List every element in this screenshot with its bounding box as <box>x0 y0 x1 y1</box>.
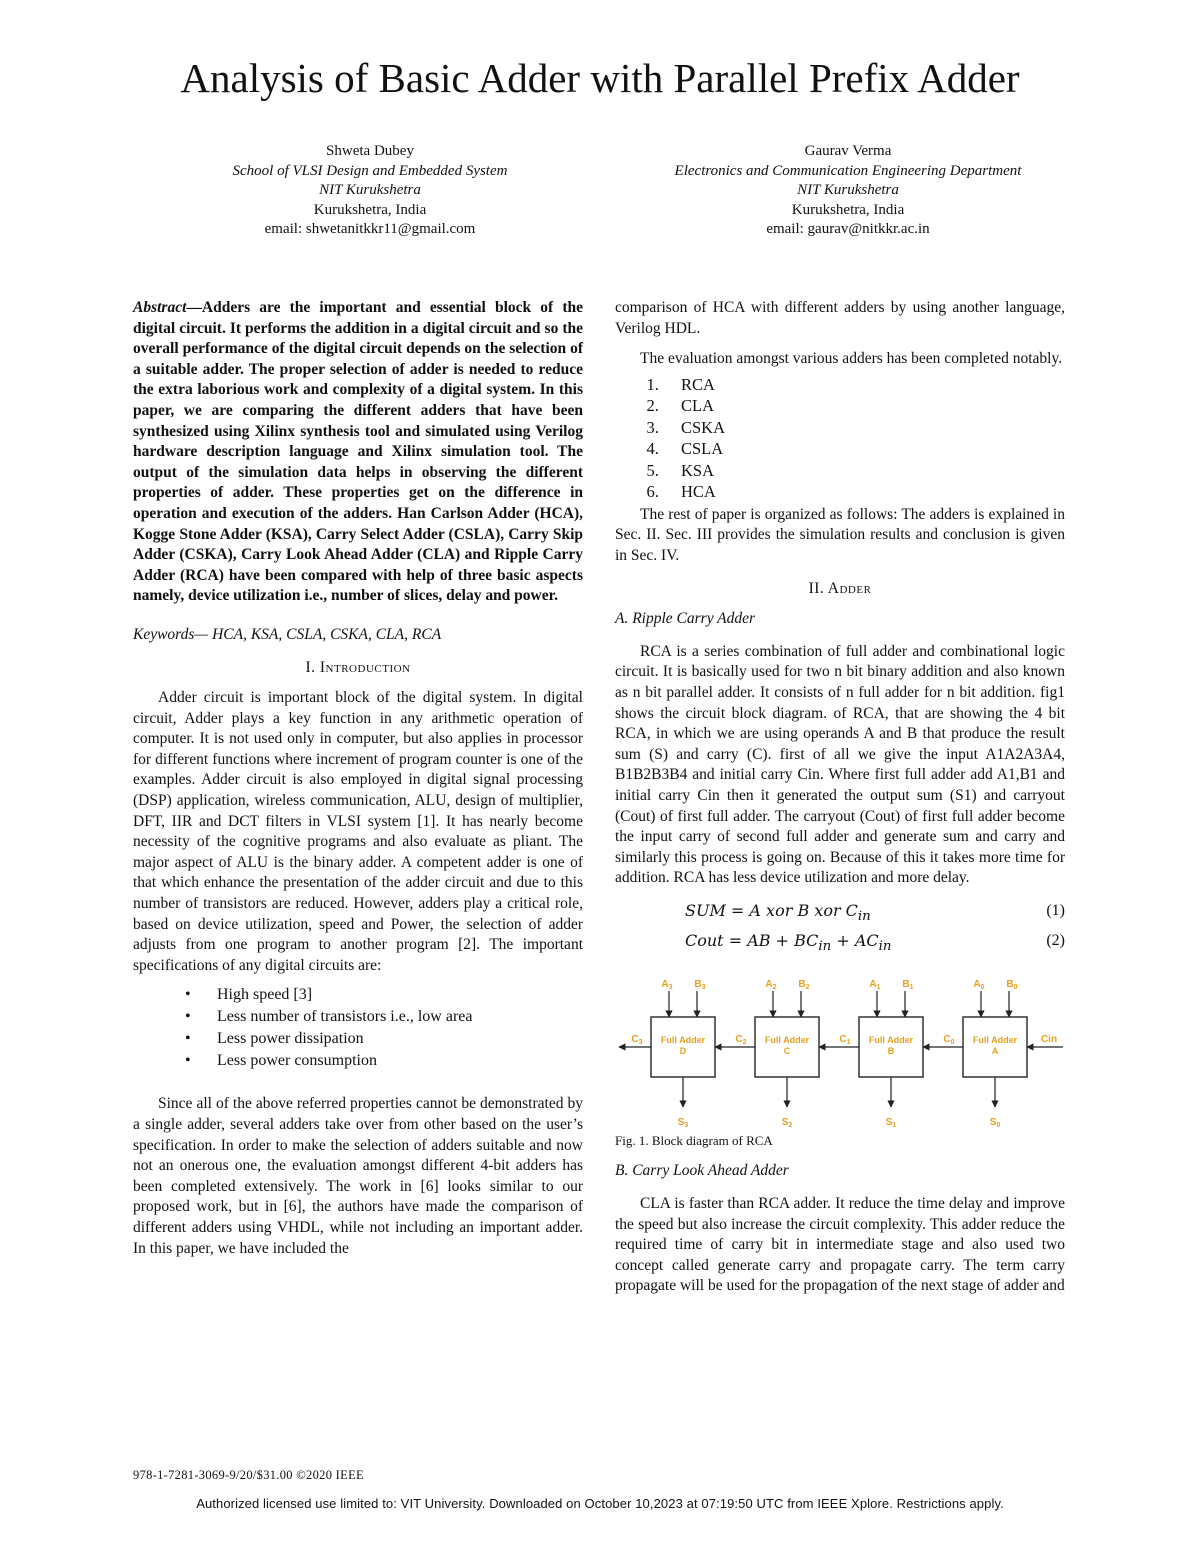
carry-label: $C_0$ <box>943 1033 955 1046</box>
full-adder-letter: D <box>679 1045 687 1056</box>
intro-paragraph-2-continued: comparison of HCA with different adders by using another language, Verilog HDL. <box>615 299 1065 337</box>
author-affiliation: School of VLSI Design and Embedded System <box>232 162 508 179</box>
author-institution: NIT Kurukshetra <box>797 182 899 198</box>
keywords: Keywords— HCA, KSA, CSLA, CSKA, CLA, RCA <box>133 625 442 643</box>
author-email: email: shwetanitkkr11@gmail.com <box>264 221 476 237</box>
subsection-heading-cla: B. Carry Look Ahead Adder <box>615 1162 789 1180</box>
input-a-label: $A_2$ <box>765 978 777 991</box>
author-location: Kurukshetra, India <box>791 201 905 218</box>
right-column <box>615 298 1065 1297</box>
author-name: Gaurav Verma <box>804 143 892 159</box>
list-item: • Less number of transistors i.e., low area <box>185 1008 473 1026</box>
author-block-2 <box>588 142 1108 240</box>
subsection-heading-rca: A. Ripple Carry Adder <box>615 610 756 628</box>
input-b-label: $B_2$ <box>798 978 810 991</box>
list-item: 3. CSKA <box>663 417 1065 439</box>
intro-paragraph-1: Adder circuit is important block of the digital system. In digital circuit, Adder plays a key function in any arithmetic operation of computer. It is not used only in computer, but also applies in processor for different functions where increment of program counter is one of the examples. Adder circuit is also employed in digital signal processing (DSP) application, wireless communication, ALU, design of multiplier, DFT, IIR and DCT filters in VLSI system [1]. It has nearly become necessity of the cognitive programs and also evaluate as pliant. The major aspect of ALU is the binary adder. A competent adder is one of that which enhance the presentation of the adder circuit and due to this number of transistors are reduced. However, adders play a critical role, based on device utilization, speed and Power, the selection of adder adjusts from one program to another program [2]. The important specifications of any digital circuits are: <box>133 689 583 974</box>
intro-paragraph-4: The rest of paper is organized as follows: The adders is explained in Sec. II. Sec. III provides the simulation results and conclusion is given in Sec. IV. <box>615 505 1065 564</box>
author-location: Kurukshetra, India <box>313 201 427 218</box>
list-item: • Less power dissipation <box>185 1030 364 1048</box>
carry-label: $C_1$ <box>839 1033 851 1046</box>
list-item: 6. HCA <box>663 481 1065 503</box>
sum-label: $S_0$ <box>989 1116 1001 1129</box>
carry-label: $C_3$ <box>631 1033 643 1046</box>
full-adder-letter: C <box>783 1045 791 1056</box>
carry-label: $C_2$ <box>735 1033 747 1046</box>
input-b-label: $B_0$ <box>1006 978 1018 991</box>
input-b-label: $B_3$ <box>694 978 706 991</box>
input-b-label: $B_1$ <box>902 978 914 991</box>
list-item: 5. KSA <box>663 460 1065 482</box>
list-item: • Less power consumption <box>185 1052 377 1070</box>
copyright-line: 978-1-7281-3069-9/20/$31.00 ©2020 IEEE <box>133 1468 364 1482</box>
paper-title: Analysis of Basic Adder with Parallel Prefix Adder <box>180 55 1020 101</box>
author-institution: NIT Kurukshetra <box>319 182 421 198</box>
adder-list <box>615 374 1065 503</box>
sum-label: $S_1$ <box>885 1116 897 1129</box>
license-notice: Authorized licensed use limited to: VIT University. Downloaded on October 10,2023 at 07:19:50 UTC from IEEE Xplore. Restrictions apply. <box>196 1496 1004 1511</box>
full-adder-letter: B <box>887 1045 895 1056</box>
author-affiliation: Electronics and Communication Engineering Department <box>674 162 1022 179</box>
sum-label: $S_2$ <box>781 1116 793 1129</box>
rca-block-diagram <box>615 977 1065 1129</box>
full-adder-label: Full Adder <box>972 1034 1018 1045</box>
full-adder-label: Full Adder <box>868 1034 914 1045</box>
list-item: • High speed [3] <box>185 986 313 1004</box>
author-email: email: gaurav@nitkkr.ac.in <box>766 221 930 237</box>
spec-list <box>133 984 583 1072</box>
intro-paragraph-2: Since all of the above referred properties cannot be demonstrated by a single adder, several adders take over from other based on the user’s specification. In order to make the selection of adders suitable and now not an onerous one, the evaluation amongst different 4-bit adders has been completed extensively. The work in [6] looks similar to our proposed work, but in [6], the authors have made the comparison of different adders using VHDL, while not including an important adder. In this paper, we have included the <box>133 1095 583 1257</box>
list-item: 2. CLA <box>663 395 1065 417</box>
cin-label: Cin <box>1040 1033 1058 1045</box>
input-a-label: $A_1$ <box>869 978 881 991</box>
abstract <box>133 298 583 607</box>
list-item: 1. RCA <box>663 374 1065 396</box>
section-heading-introduction: I. Introduction <box>305 658 411 676</box>
equation-2: Cout = AB + $BC_{in} + AC_{in}$ (2) <box>685 930 1065 955</box>
rca-diagram-svg <box>615 977 1065 1129</box>
abstract-text: —Adders are the important and essential block of the digital circuit. It performs the addition in a digital circuit and so the overall performance of the digital circuit depends on the selection of a suitable adder. The proper selection of adder is needed to reduce the extra laborious work and complexity of a digital system. In this paper, we are comparing the different adders that have been synthesized using Xilinx synthesis tool and simulated using Verilog hardware description language and Xilinx simulation tool. The output of the simulation data helps in observing the different properties of adder. These properties get on the difference in operation and execution of the adders. Han Carlson Adder (HCA), Kogge Stone Adder (KSA), Carry Select Adder (CSLA), Carry Skip Adder (CSKA), Carry Look Ahead Adder (CLA) and Ripple Carry Adder (RCA) have been compared with help of three basic aspects namely, device utilization i.e., number of slices, delay and power. <box>133 299 583 605</box>
input-a-label: $A_3$ <box>661 978 673 991</box>
full-adder-letter: A <box>991 1045 999 1056</box>
equation-number: (2) <box>1046 931 1065 949</box>
figure-caption: Fig. 1. Block diagram of RCA <box>615 1132 773 1148</box>
full-adder-label: Full Adder <box>660 1034 706 1045</box>
section-heading-adder: II. Adder <box>808 579 872 597</box>
input-a-label: $A_0$ <box>973 978 985 991</box>
left-column <box>133 298 583 1259</box>
rca-paragraph: RCA is a series combination of full adder and combinational logic circuit. It is basically used for two n bit binary addition and also known as n bit parallel adder. It consists of n full adder for n bit addition. fig1 shows the circuit block diagram. of RCA, that are showing the 4 bit RCA, in which we are using operands A and B that produce the result sum (S) and carry (C). first of all we give the input A1A2A3A4, B1B2B3B4 and initial carry Cin. Where first full adder add A1,B1 and initial carry Cin then it generated the output sum (S1) and carryout (Cout) of first full adder. The carryout (Cout) of first full adder become the input carry of second full adder and generate sum and carry and similarly this process is going on. Because of this it takes more time for addition. RCA has less device utilization and more delay. <box>615 642 1065 887</box>
equation-1: SUM = A xor B xor $C_{in}$ (1) <box>685 900 1065 925</box>
equation-number: (1) <box>1046 901 1065 919</box>
cla-paragraph: CLA is faster than RCA adder. It reduce the time delay and improve the speed but also increase the circuit complexity. This adder reduce the required time of carry bit in intermediate stage and also used two concept called generate carry and propagate carry. The term carry propagate will be used for the propagation of the next stage of adder and <box>615 1195 1065 1295</box>
abstract-lead: Abstract <box>133 299 187 316</box>
intro-paragraph-3: The evaluation amongst various adders has been completed notably. <box>640 350 1063 368</box>
sum-label: $S_3$ <box>677 1116 689 1129</box>
author-block-1 <box>110 142 630 240</box>
author-name: Shweta Dubey <box>326 143 414 159</box>
list-item: 4. CSLA <box>663 438 1065 460</box>
full-adder-label: Full Adder <box>764 1034 810 1045</box>
